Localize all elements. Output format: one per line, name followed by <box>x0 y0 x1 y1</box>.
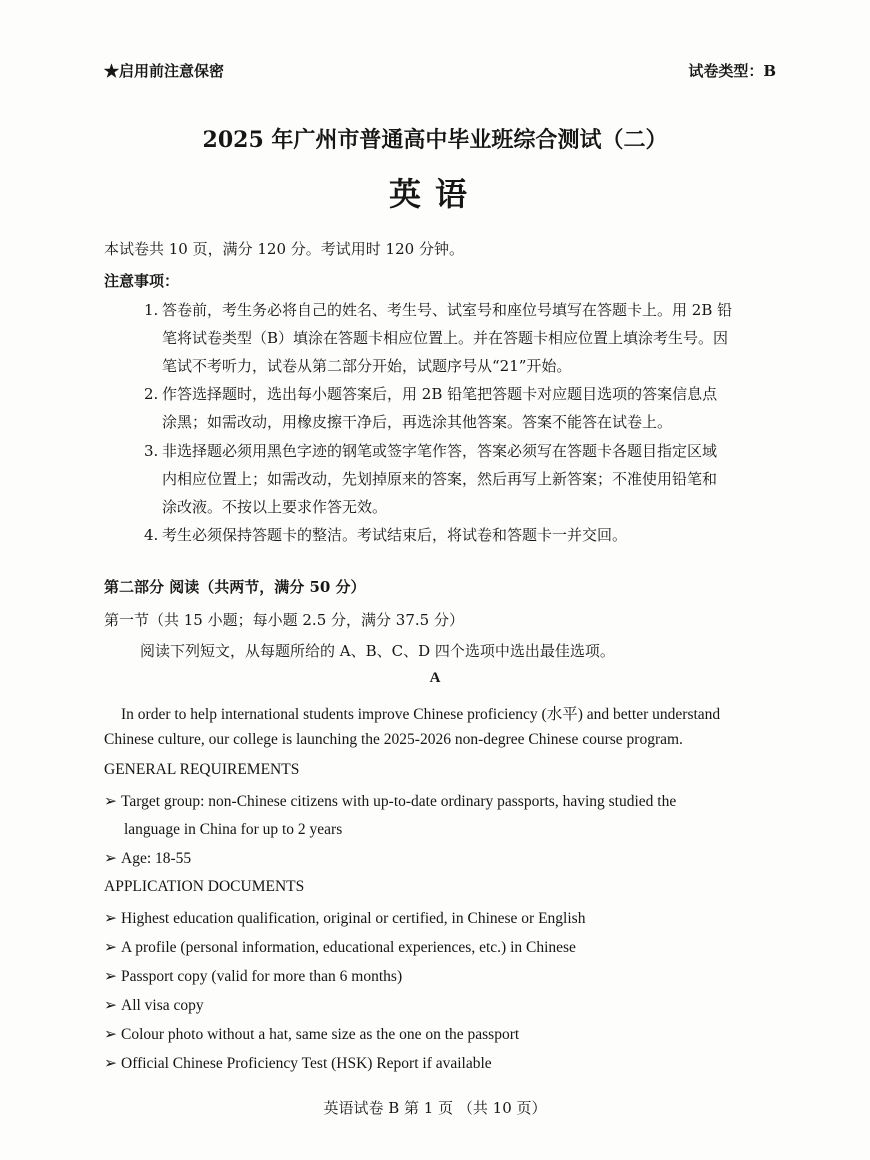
subject-title: 英语 <box>388 175 481 213</box>
arrow-bullet-icon: ➢ <box>104 968 117 985</box>
arrow-bullet-icon: ➢ <box>104 997 117 1014</box>
arrow-bullet-icon: ➢ <box>104 793 117 810</box>
instruction-number: 1. <box>144 301 159 319</box>
instruction-line: 涂改液。不按以上要求作答无效。 <box>162 498 388 516</box>
instruction-line: 答卷前，考生务必将自己的姓名、考生号、试室号和座位号填写在答题卡上。用 2B 铅 <box>162 301 733 319</box>
instruction-item <box>144 380 717 436</box>
section-heading: 第一节（共 15 小题；每小题 2.5 分，满分 37.5 分） <box>104 611 464 629</box>
arrow-bullet-icon: ➢ <box>104 1026 117 1043</box>
list-item <box>104 849 191 868</box>
instruction-line: 考生必须保持答题卡的整洁。考试结束后，将试卷和答题卡一并交回。 <box>162 526 628 544</box>
instruction-item <box>144 296 732 380</box>
list-item-text: Passport copy (valid for more than 6 months) <box>121 968 403 985</box>
arrow-bullet-icon: ➢ <box>104 939 117 956</box>
list-item-continuation: language in China for up to 2 years <box>124 821 343 838</box>
instruction-line: 笔试不考听力，试卷从第二部分开始，试题序号从“21”开始。 <box>162 357 572 375</box>
instruction-number: 4. <box>144 526 159 544</box>
list-item-text: Target group: non-Chinese citizens with up-to-date ordinary passports, having studied the <box>121 793 677 810</box>
confidential-notice: ★启用前注意保密 <box>104 62 225 80</box>
instruction-item <box>144 437 717 521</box>
list-item <box>104 1054 492 1073</box>
general-requirements-heading: GENERAL REQUIREMENTS <box>104 761 300 778</box>
instruction-item <box>144 521 627 549</box>
list-item-text: Age: 18-55 <box>121 850 192 867</box>
list-item-text: All visa copy <box>121 997 204 1014</box>
arrow-bullet-icon: ➢ <box>104 910 117 927</box>
notes-heading: 注意事项： <box>104 272 180 290</box>
exam-intro: 本试卷共 10 页，满分 120 分。考试用时 120 分钟。 <box>104 240 464 258</box>
list-item <box>104 909 585 928</box>
list-item <box>104 938 576 957</box>
instruction-line: 作答选择题时，选出每小题答案后，用 2B 铅笔把答题卡对应题目选项的答案信息点 <box>162 385 718 403</box>
list-item <box>104 792 676 811</box>
list-item <box>104 996 204 1015</box>
paper-type: 试卷类型：B <box>688 62 776 80</box>
instruction-line: 笔将试卷类型（B）填涂在答题卡相应位置上。并在答题卡相应位置上填涂考生号。因 <box>162 329 729 347</box>
list-item-text: Highest education qualification, original or certified, in Chinese or English <box>121 910 586 927</box>
list-item-text: Colour photo without a hat, same size as the one on the passport <box>121 1026 520 1043</box>
arrow-bullet-icon: ➢ <box>104 1055 117 1072</box>
application-documents-heading: APPLICATION DOCUMENTS <box>104 878 305 895</box>
instruction-number: 3. <box>144 442 159 460</box>
instruction-line: 涂黑；如需改动，用橡皮擦干净后，再选涂其他答案。答案不能答在试卷上。 <box>162 413 673 431</box>
list-item-text: A profile (personal information, educational experiences, etc.) in Chinese <box>121 939 576 956</box>
part-heading: 第二部分 阅读（共两节，满分 50 分） <box>104 578 366 596</box>
list-item <box>104 967 402 986</box>
passage-label: A <box>429 670 441 686</box>
passage-paragraph-line: In order to help international students improve Chinese proficiency (水平) and better understand <box>121 706 721 723</box>
instruction-line: 非选择题必须用黑色字迹的钢笔或签字笔作答，答案必须写在答题卡各题目指定区域 <box>162 442 718 460</box>
reading-direction: 阅读下列短文，从每题所给的 A、B、C、D 四个选项中选出最佳选项。 <box>140 642 615 660</box>
passage-paragraph-line: Chinese culture, our college is launching the 2025-2026 non-degree Chinese course program. <box>104 731 683 748</box>
instruction-number: 2. <box>144 385 159 403</box>
exam-title: 2025 年广州市普通高中毕业班综合测试（二） <box>202 127 668 153</box>
arrow-bullet-icon: ➢ <box>104 850 117 867</box>
list-item-text: Official Chinese Proficiency Test (HSK) Report if available <box>121 1055 492 1072</box>
page-footer: 英语试卷 B 第 1 页 （共 10 页） <box>323 1099 547 1117</box>
instruction-line: 内相应位置上；如需改动，先划掉原来的答案，然后再写上新答案；不准使用铅笔和 <box>162 470 718 488</box>
list-item <box>104 1025 519 1044</box>
